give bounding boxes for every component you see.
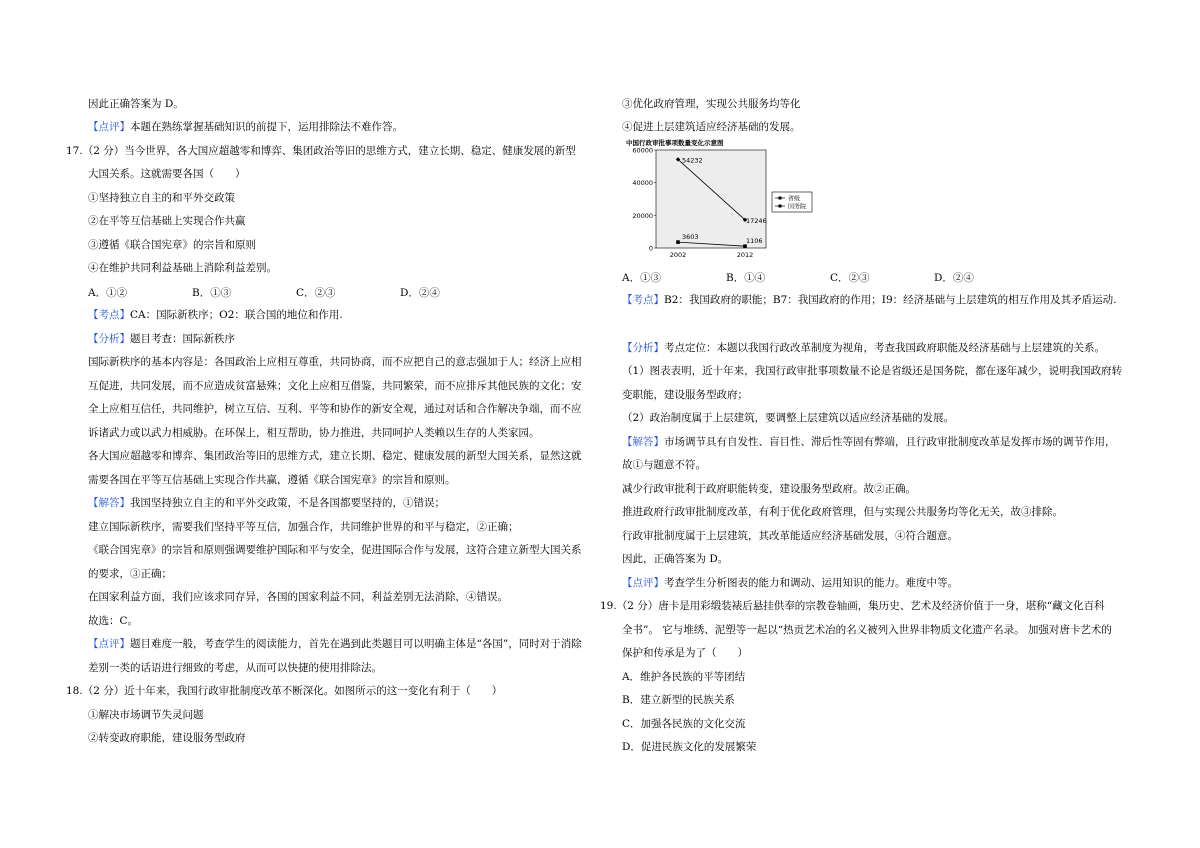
annotated-line: [88, 120, 403, 134]
section-tag: 【点评】: [88, 121, 130, 133]
line-text: 18.（2 分）近十年来，我国行政审批制度改革不断深化。如图所示的这一变化有利于（ ）: [66, 685, 503, 697]
line-text: 变职能，建设服务型政府；: [622, 389, 748, 401]
text-line: [88, 191, 235, 205]
line-text: 全上应相互信任，共同维护，树立互信、互利、平等和协作的新安全观，通过对话和合作解决争端，而不应: [88, 403, 582, 415]
y-tick-label: 60000: [632, 146, 653, 155]
text-line: [88, 520, 519, 534]
answer-option: C．②③: [296, 287, 336, 299]
answer-option: A．①②: [88, 287, 128, 299]
text-line: [88, 379, 582, 393]
annotated-line: [88, 308, 343, 322]
line-text: 考点定位：本题以我国行政改革制度为视角，考查我国政府职能及经济基础与上层建筑的关系。: [664, 342, 1105, 354]
annotated-line: [88, 637, 582, 651]
line-text: 互促进，共同发展，而不应造成贫富悬殊；文化上应相互借鉴，共同繁荣，而不应排斥其他民族的文化；安: [88, 380, 582, 392]
line-text: ④在维护共同利益基础上消除利益差别。: [88, 262, 277, 274]
plot-area: [656, 150, 766, 248]
line-text: 故选：C。: [88, 615, 139, 627]
text-line: [622, 552, 728, 566]
line-text: 推进政府行政审批制度改革，有利于优化政府管理，但与实现公共服务均等化无关，故③排除。: [622, 506, 1063, 518]
text-line: [88, 449, 582, 463]
approval-items-chart: [622, 136, 818, 264]
text-line: [88, 473, 456, 487]
text-line: [622, 623, 1112, 637]
x-tick-label: 2012: [736, 251, 754, 259]
y-tick-label: 40000: [632, 179, 653, 188]
text-line: [622, 529, 958, 543]
annotated-line: [622, 435, 1116, 449]
line-text: B2：我国政府的职能；B7：我国政府的作用；I9：经济基础与上层建筑的相互作用及其矛盾运动.: [664, 294, 1117, 306]
text-line: [88, 261, 277, 275]
line-text: ③优化政府管理，实现公共服务均等化: [622, 98, 801, 110]
line-text: 考查学生分析图表的能力和调动、运用知识的能力。难度中等。: [664, 577, 958, 589]
line-text: 题目考查：国际新秩序: [130, 333, 235, 345]
answer-option: B．①③: [192, 287, 232, 299]
text-line: [88, 402, 582, 416]
text-line: [622, 120, 801, 134]
section-tag: 【点评】: [88, 638, 130, 650]
line-text: 保护和传承是为了（ ）: [622, 647, 748, 659]
text-line: [88, 355, 582, 369]
line-text: 我国坚持独立自主的和平外交政策，不是各国都要坚持的，①错误；: [130, 497, 445, 509]
line-text: 各大国应超越零和博弈、集团政治等旧的思维方式，建立长期、稳定、健康发展的新型大国关系，显然这就: [88, 450, 582, 462]
line-text: CA：国际新秩序；O2：联合国的地位和作用.: [130, 309, 343, 321]
line-text: 建立国际新秩序，需要我们坚持平等互信，加强合作，共同维护世界的和平与稳定，②正确；: [88, 521, 519, 533]
line-text: 本题在熟练掌握基础知识的前提下，运用排除法不难作答。: [130, 121, 403, 133]
text-line: [600, 599, 1105, 613]
line-text: ①坚持独立自主的和平外交政策: [88, 192, 235, 204]
legend-label: 省级: [788, 195, 801, 203]
section-tag: 【分析】: [88, 333, 130, 345]
legend-label: 国务院: [788, 203, 807, 211]
text-line: [88, 590, 508, 604]
line-text: 故①与题意不符。: [622, 459, 706, 471]
text-line: [622, 364, 1122, 378]
text-line: [88, 426, 540, 440]
text-line: [88, 661, 382, 675]
line-text: B．建立新型的民族关系: [622, 694, 735, 706]
answer-option: C．②③: [830, 272, 870, 284]
line-text: 全书”。 它与堆绣、泥塑等一起以“热贡艺术冶的名义被列入世界非物质文化遗产名录。 加强对唐卡艺术的: [622, 624, 1112, 636]
line-text: ④促进上层建筑适应经济基础的发展。: [622, 121, 801, 133]
annotated-line: [88, 332, 235, 346]
line-text: 17.（2 分）当今世界，各大国应超越零和博弈、集团政治等旧的思维方式，建立长期、稳定、健康发展的新型: [66, 145, 576, 157]
line-text: 减少行政审批利于政府职能转变，建设服务型政府。故②正确。: [622, 483, 916, 495]
line-text: ②转变政府职能，建设服务型政府: [88, 732, 246, 744]
text-line: [622, 740, 756, 754]
annotated-line: [622, 341, 1105, 355]
legend-marker: [779, 205, 782, 208]
section-tag: 【考点】: [88, 309, 130, 321]
line-text: 需要各国在平等互信基础上实现合作共赢，遵循《联合国宪章》的宗旨和原则。: [88, 474, 456, 486]
section-tag: 【考点】: [622, 294, 664, 306]
annotated-line: [88, 496, 445, 510]
text-line: [88, 567, 172, 581]
line-text: 行政审批制度属于上层建筑，其改革能适应经济基础发展，④符合题意。: [622, 530, 958, 542]
line-text: D．促进民族文化的发展繁荣: [622, 741, 757, 753]
line-text: 大国关系。这就需要各国（ ）: [88, 168, 246, 180]
x-tick-label: 2002: [669, 251, 687, 259]
y-tick-label: 20000: [632, 211, 653, 220]
data-label: 17246: [746, 216, 767, 225]
text-line: [622, 693, 735, 707]
text-line: [88, 97, 184, 111]
text-line: [622, 388, 748, 402]
answer-option: D．②④: [400, 287, 440, 299]
text-line: [88, 614, 138, 628]
line-text: 国际新秩序的基本内容是：各国政治上应相互尊重，共同协商，而不应把自己的意志强加于人；经济上应相: [88, 356, 582, 368]
text-line: [88, 214, 246, 228]
text-line: [88, 167, 246, 181]
line-text: A．维护各民族的平等团结: [622, 671, 746, 683]
text-line: [622, 505, 1063, 519]
text-line: [622, 458, 706, 472]
text-line: [622, 646, 748, 660]
data-point: [676, 240, 680, 244]
text-line: [88, 708, 204, 722]
line-text: 的要求，③正确；: [88, 568, 172, 580]
legend-marker: [779, 197, 782, 200]
text-line: [622, 411, 954, 425]
text-line: [622, 97, 801, 111]
text-line: [88, 238, 256, 252]
line-text: ①解决市场调节失灵问题: [88, 709, 204, 721]
line-text: 《联合国宪章》的宗旨和原则强调要维护国际和平与安全，促进国际合作与发展，这符合建立新型大国关系: [88, 544, 582, 556]
line-text: ②在平等互信基础上实现合作共赢: [88, 215, 246, 227]
line-text: 19.（2 分）唐卡是用彩缎装裱后悬挂供奉的宗教卷轴画，集历史、艺术及经济价值于一身，堪称“藏文化百科: [600, 600, 1105, 612]
line-text: 题目难度一般，考查学生的阅读能力，首先在遇到此类题目可以明确主体是“各国”，同时对于消除: [130, 638, 582, 650]
line-text: 诉诸武力或以武力相威胁。在环保上，相互帮助，协力推进，共同呵护人类赖以生存的人类家园。: [88, 427, 540, 439]
line-text: 差别一类的话语进行细致的考虑，从而可以快捷的使用排除法。: [88, 662, 382, 674]
text-line: [88, 543, 582, 557]
line-text: 市场调节具有自发性、盲目性、滞后性等固有弊端，且行政审批制度改革是发挥市场的调节作用，: [664, 436, 1116, 448]
line-text: 因此，正确答案为 D。: [622, 553, 729, 565]
data-label: 54232: [682, 156, 703, 165]
data-label: 1106: [746, 237, 763, 246]
text-line: [622, 717, 746, 731]
line-text: ③遵循《联合国宪章》的宗旨和原则: [88, 239, 256, 251]
text-line: [66, 684, 502, 698]
answer-option: B．①④: [726, 272, 766, 284]
data-label: 3603: [682, 233, 699, 242]
line-text: 因此正确答案为 D。: [88, 98, 184, 110]
line-text: C．加强各民族的文化交流: [622, 718, 746, 730]
y-tick-label: 0: [648, 244, 653, 253]
section-tag: 【解答】: [622, 436, 664, 448]
answer-option: A．①③: [622, 272, 662, 284]
annotated-line: [622, 576, 958, 590]
chart-title: 中国行政审批事项数量变化示意图: [626, 139, 724, 147]
annotated-line: [622, 293, 1116, 307]
text-line: [622, 482, 916, 496]
section-tag: 【解答】: [88, 497, 130, 509]
text-line: [66, 144, 576, 158]
line-text: （2）政治制度属于上层建筑，要调整上层建筑以适应经济基础的发展。: [622, 412, 955, 424]
line-text: （1）图表表明，近十年来，我国行政审批事项数量不论是省级还是国务院，都在逐年减少，说明我国政府转: [622, 365, 1123, 377]
text-line: [622, 670, 745, 684]
text-line: [88, 731, 246, 745]
section-tag: 【分析】: [622, 342, 664, 354]
line-text: 在国家利益方面，我们应该求同存异，各国的国家利益不同，利益差别无法消除，④错误。: [88, 591, 508, 603]
answer-option: D．②④: [934, 272, 974, 284]
section-tag: 【点评】: [622, 577, 664, 589]
